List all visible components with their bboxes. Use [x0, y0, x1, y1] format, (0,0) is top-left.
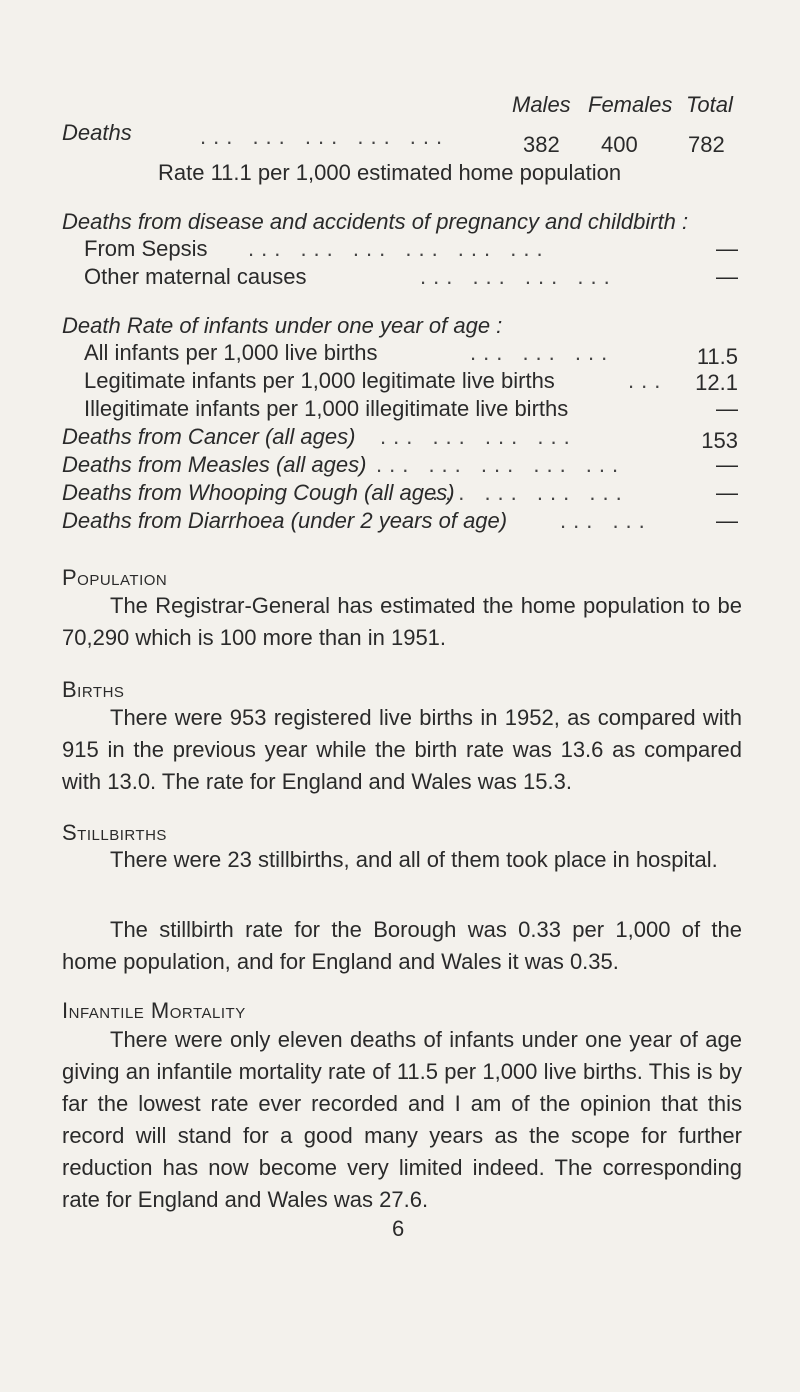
- measles-dots: ... ... ... ... ...: [376, 452, 626, 477]
- other-maternal-value: —: [716, 264, 738, 289]
- cancer-label: Deaths from Cancer (all ages): [62, 424, 356, 449]
- births-heading: Births: [62, 677, 125, 702]
- infant-rate-heading: Death Rate of infants under one year of age :: [62, 313, 503, 338]
- maternal-heading: Deaths from disease and accidents of pregnancy and childbirth :: [62, 209, 689, 234]
- population-paragraph: The Registrar-General has estimated the home population to be 70,290 which is 100 more than in 1951.: [62, 593, 742, 650]
- population-heading: Population: [62, 565, 168, 590]
- births-paragraph: There were 953 registered live births in 1952, as compared with 915 in the previous year while the birth rate was 13.6 as compared with 13.0. The rate for England and Wales was 15.3.: [62, 705, 742, 794]
- deaths-leader-dots: ... ... ... ... ...: [200, 124, 450, 149]
- illegitimate-value: —: [716, 396, 738, 421]
- sepsis-value: —: [716, 236, 738, 261]
- legitimate-dots: ...: [628, 368, 668, 393]
- stillbirths-heading: Stillbirths: [62, 820, 167, 845]
- death-rate-line: Rate 11.1 per 1,000 estimated home population: [158, 160, 622, 185]
- infantile-mortality-heading: Infantile Mortality: [62, 998, 246, 1023]
- whooping-cough-label: Deaths from Whooping Cough (all ages): [62, 480, 455, 505]
- diarrhoea-dots: ... ...: [560, 508, 652, 533]
- measles-label: Deaths from Measles (all ages): [62, 452, 367, 477]
- legitimate-label: Legitimate infants per 1,000 legitimate live births: [84, 368, 555, 393]
- stillbirths-paragraph-2: The stillbirth rate for the Borough was 0.33 per 1,000 of the home population, and for England and Wales it was 0.35.: [62, 917, 742, 974]
- deaths-label: Deaths: [62, 120, 132, 145]
- page-number: 6: [392, 1216, 405, 1241]
- col-males-header: Males: [512, 92, 571, 117]
- infantile-mortality-paragraph: There were only eleven deaths of infants under one year of age giving an infantile mortality rate of 11.5 per 1,000 live births. This is by far the lowest rate ever recorded and I am of the opinion that this record will stand for a good many years as the scope for further reduction has now become very limited indeed. The corresponding rate for England and Wales was 27.6.: [62, 1027, 742, 1212]
- deaths-total-value: 782: [688, 132, 725, 157]
- stillbirths-paragraph-1: There were 23 stillbirths, and all of them took place in hospital.: [110, 847, 718, 872]
- cancer-value: 153: [701, 428, 738, 453]
- measles-value: —: [716, 452, 738, 477]
- diarrhoea-value: —: [716, 508, 738, 533]
- other-maternal-label: Other maternal causes: [84, 264, 307, 289]
- col-females-header: Females: [588, 92, 673, 117]
- all-infants-value: 11.5: [696, 344, 738, 369]
- deaths-females-value: 400: [601, 132, 638, 157]
- all-infants-label: All infants per 1,000 live births: [84, 340, 378, 365]
- whooping-cough-value: —: [716, 480, 738, 505]
- illegitimate-label: Illegitimate infants per 1,000 illegitimate live births: [84, 396, 569, 421]
- other-maternal-dots: ... ... ... ...: [420, 264, 617, 289]
- diarrhoea-label: Deaths from Diarrhoea (under 2 years of age): [62, 508, 508, 533]
- legitimate-value: 12.1: [695, 370, 738, 395]
- sepsis-label: From Sepsis: [84, 236, 208, 261]
- deaths-males-value: 382: [523, 132, 560, 157]
- sepsis-dots: ... ... ... ... ... ...: [248, 236, 550, 261]
- col-total-header: Total: [686, 92, 733, 117]
- whooping-cough-dots: ... ... ... ...: [432, 480, 629, 505]
- cancer-dots: ... ... ... ...: [380, 424, 577, 449]
- all-infants-dots: ... ... ...: [470, 340, 615, 365]
